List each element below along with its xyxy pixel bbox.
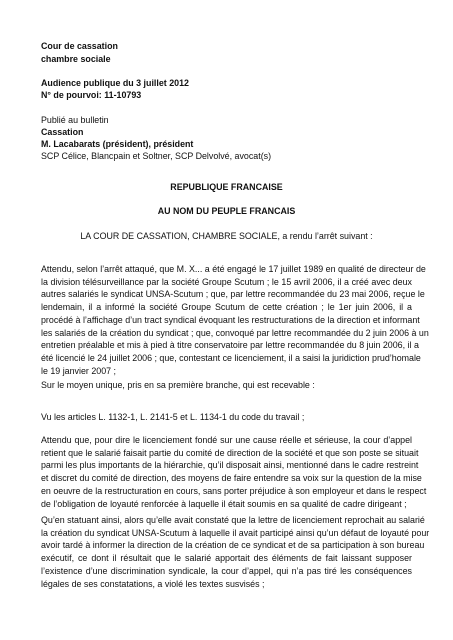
- paragraph-line: parmi les plus importants de la hiérarchie, qu’il disposait ainsi, mentionné dans le cadre restreint: [41, 460, 419, 471]
- president-name: M. Lacabarats (président), président: [41, 139, 194, 149]
- lawyers-list: SCP Célice, Blancpain et Soltner, SCP Delvolvé, avocat(s): [41, 151, 272, 161]
- appeal-number: N° de pourvoi: 11-10793: [41, 90, 142, 100]
- paragraph-ground: Sur le moyen unique, pris en sa première branche, qui est recevable :: [41, 380, 315, 390]
- court-intro: LA COUR DE CASSATION, CHAMBRE SOCIALE, a rendu l’arrêt suivant :: [80, 231, 373, 241]
- court-name: Cour de cassation: [41, 41, 118, 51]
- paragraph-line: l’existence d’une discrimination syndicale, la cour d’appel, qui n’a pas tiré les conséquences: [41, 565, 412, 576]
- paragraph-line: Attendu, selon l’arrêt attaqué, que M. X... a été engagé le 17 juillet 1989 en qualité de directeur de: [41, 264, 426, 274]
- paragraph-line: entretien préalable et mis à pied à titre conservatoire par lettre recommandée du 8 juin 2006, il a: [41, 340, 419, 351]
- paragraph-line: la création du syndicat UNSA-Scutum à laquelle il avait participé ainsi qu’un défaut de loyauté pour: [41, 527, 430, 538]
- republic-heading: REPUBLIQUE FRANCAISE: [170, 182, 283, 192]
- people-heading: AU NOM DU PEUPLE FRANCAIS: [157, 206, 296, 216]
- publication-status: Publié au bulletin: [41, 115, 109, 125]
- paragraph-conclusion: [41, 514, 430, 590]
- paragraph-line: le 19 janvier 2007 ;: [41, 365, 116, 376]
- paragraph-articles: Vu les articles L. 1132-1, L. 2141-5 et L. 1134-1 du code du travail ;: [41, 412, 305, 422]
- paragraph-line: été licencié le 24 juillet 2006 ; que, contestant ce licenciement, il a saisi la juridiction prud’homale: [41, 352, 421, 363]
- paragraph-facts: [41, 263, 429, 377]
- paragraph-line: retient que le salarié faisait partie du comité de direction de la société et que son poste se situait: [41, 447, 419, 458]
- paragraph-line: Qu’en statuant ainsi, alors qu’elle avait constaté que la lettre de licenciement reprochait au salarié: [41, 515, 425, 525]
- paragraph-line: avoir tardé à informer la direction de la création de ce syndicat et de sa participation à son bureau: [41, 540, 425, 551]
- paragraph-line: Attendu que, pour dire le licenciement fondé sur une cause réelle et sérieuse, la cour d’appel: [41, 435, 412, 445]
- paragraph-line: et discret du comité de direction, des moyens de faire entendre sa voix sur la question de la mise: [41, 473, 422, 484]
- chamber-name: chambre sociale: [41, 54, 111, 64]
- paragraph-line: lendemain, il a informé la société Groupe Scutum de cette création ; le 1er juin 2006, il a: [41, 302, 412, 313]
- paragraph-line: les salariés de la création du syndicat ; que, convoqué par lettre recommandée du 2 juin 2006 à un: [41, 327, 429, 338]
- paragraph-line: la division télésurveillance par la société Groupe Scutum ; le 15 avril 2006, il a créé avec deux: [41, 276, 412, 287]
- hearing-date: Audience publique du 3 juillet 2012: [41, 78, 189, 88]
- decision-type: Cassation: [41, 127, 84, 137]
- paragraph-line: exécutif, ce dont il résultait que le salarié apportait des éléments de fait laissant supposer: [41, 553, 412, 564]
- paragraph-line: légales de ses constatations, a violé les textes susvisés ;: [41, 578, 265, 589]
- paragraph-line: de l’obligation de loyauté renforcée à laquelle il était soumis en sa qualité de cadre dirigeant ;: [41, 498, 407, 509]
- paragraph-line: autres salariés le syndicat UNSA-Scutum ; que, par lettre recommandée du 23 mai 2006, reçue le: [41, 289, 425, 300]
- paragraph-line: procédé à l’affichage d’un tract syndical évoquant les restructurations de la direction et informant: [41, 314, 420, 325]
- paragraph-reasoning: [41, 434, 427, 510]
- paragraph-line: en oeuvre de la restructuration en cours, sans porter préjudice à son employeur et dans le respect: [41, 485, 427, 496]
